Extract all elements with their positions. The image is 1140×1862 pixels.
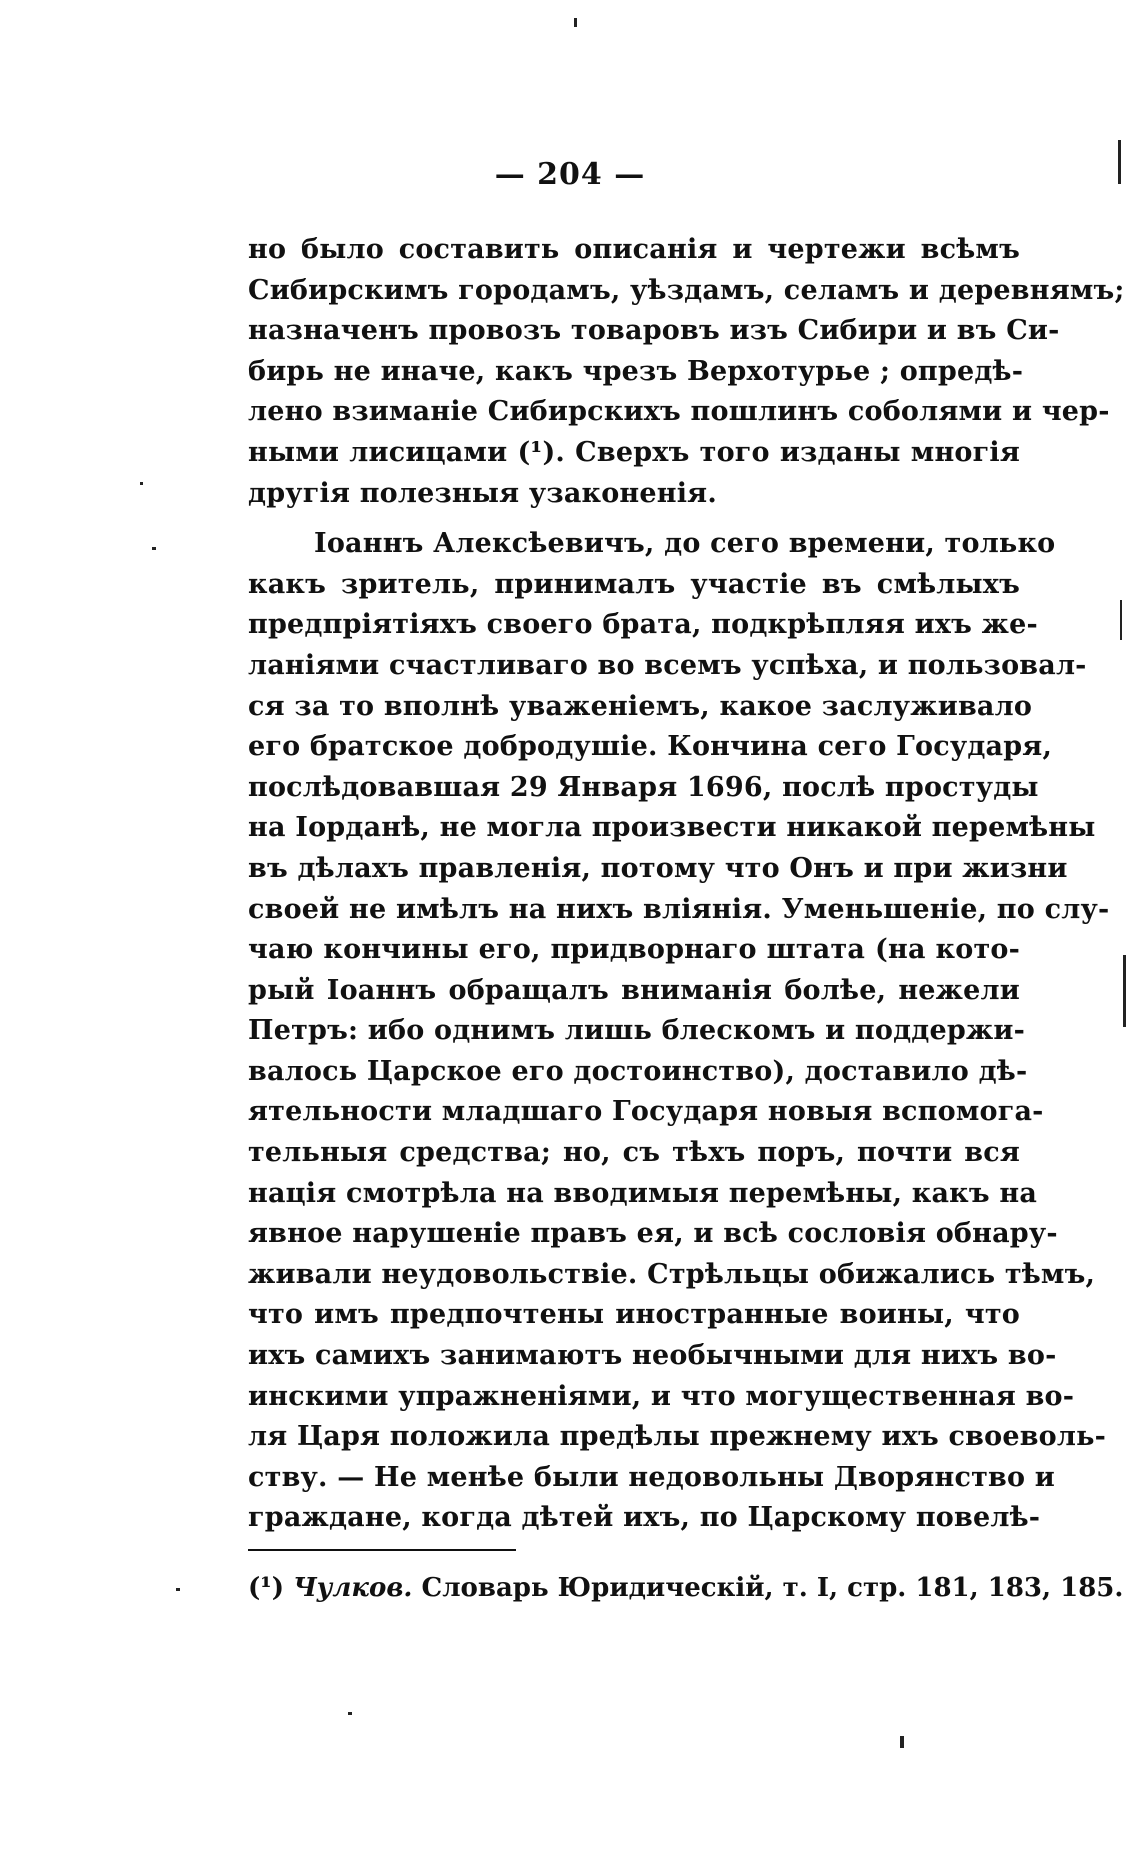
text-line: назначенъ провозъ товаровъ изъ Сибири и въ Си- (248, 315, 1060, 347)
text-line: чаю кончины его, придворнаго штата (на кото- (248, 934, 1020, 966)
text-line: послѣдовавшая 29 Января 1696, послѣ простуды (248, 771, 1039, 803)
text-line: валось Царское его достоинство), доставило дѣ- (248, 1055, 1028, 1087)
text-line: Петръ: ибо однимъ лишь блескомъ и поддержи- (248, 1015, 1026, 1047)
footnote-marker: (¹) (248, 1573, 284, 1603)
text-line: рый Іоаннъ обращалъ вниманія болѣе, нежели (248, 974, 1020, 1006)
footnote (248, 1568, 1124, 1608)
scan-speck (574, 18, 577, 27)
page-number: — 204 — (494, 157, 646, 192)
text-line: инскими упражненіями, и что могущественная во- (248, 1380, 1075, 1412)
text-line: Іоаннъ Алексѣевичъ, до сего времени, только (314, 528, 1056, 560)
footnote-divider (248, 1549, 516, 1551)
scan-speck (1123, 955, 1126, 1027)
text-line: въ дѣлахъ правленія, потому что Онъ и при жизни (248, 852, 1068, 884)
text-line: нація смотрѣла на вводимыя перемѣны, какъ на (248, 1177, 1038, 1209)
text-line: какъ зритель, принималъ участіе въ смѣлыхъ (248, 568, 1020, 600)
scan-speck (1120, 600, 1122, 640)
text-line: лено взиманіе Сибирскихъ пошлинъ соболями и чер- (248, 396, 1110, 428)
paragraph-gap (248, 514, 1020, 524)
text-line: но было составить описанія и чертежи всѣмъ (248, 234, 1020, 265)
text-line: его братское добродушіе. Кончина сего Государя, (248, 731, 1053, 763)
scan-speck (152, 547, 156, 550)
text-line: бирь не иначе, какъ чрезъ Верхотурье ; опредѣ- (248, 355, 1024, 387)
scan-speck (140, 482, 143, 485)
body-text (248, 230, 1125, 1539)
text-line: ными лисицами (¹). Сверхъ того изданы многія (248, 436, 1020, 468)
text-line: на Іорданѣ, не могла произвести никакой перемѣны (248, 812, 1096, 844)
text-line: живали неудовольствіе. Стрѣльцы обижались тѣмъ, (248, 1258, 1096, 1290)
text-line: что имъ предпочтены иностранные воины, что (248, 1299, 1020, 1331)
text-line: явное нарушеніе правъ ея, и всѣ сословія обнару- (248, 1218, 1058, 1250)
footnote-text: Словарь Юридическій, т. I, стр. 181, 183, 185. (421, 1573, 1124, 1603)
text-line: тельныя средства; но, съ тѣхъ поръ, почти вся (248, 1137, 1020, 1169)
scan-speck (348, 1712, 352, 1715)
text-line: своей не имѣлъ на нихъ вліянія. Уменьшеніе, по слу- (248, 893, 1110, 925)
text-line: предпріятіяхъ своего брата, подкрѣпляя ихъ же- (248, 609, 1038, 641)
text-line: ихъ самихъ занимаютъ необычными для нихъ во- (248, 1340, 1057, 1372)
scan-speck (900, 1736, 904, 1748)
footnote-author: Чулков. (293, 1573, 413, 1603)
text-line: ля Царя положила предѣлы прежнему ихъ своеволь- (248, 1421, 1107, 1453)
text-line: ству. — Не менѣе были недовольны Дворянство и (248, 1461, 1056, 1493)
text-line: ся за то вполнѣ уваженіемъ, какое заслуживало (248, 690, 1033, 722)
scan-speck (176, 1588, 180, 1591)
text-line: другія полезныя узаконенія. (248, 477, 717, 509)
text-line: ятельности младшаго Государя новыя вспомога- (248, 1096, 1044, 1128)
text-line: граждане, когда дѣтей ихъ, по Царскому повелѣ- (248, 1502, 1041, 1534)
text-line: ланіями счастливаго во всемъ успѣха, и пользовал- (248, 649, 1087, 681)
scan-speck (1118, 140, 1121, 184)
text-line: Сибирскимъ городамъ, уѣздамъ, селамъ и деревнямъ; (248, 274, 1125, 306)
